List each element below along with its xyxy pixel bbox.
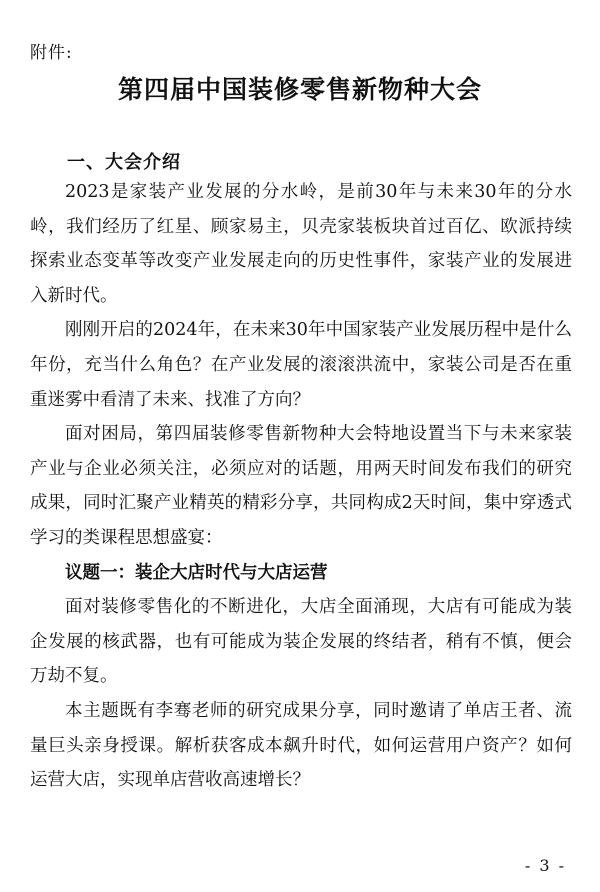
document-title: 第四届中国装修零售新物种大会 xyxy=(117,75,482,104)
paragraph: 面对装修零售化的不断进化，大店全面涌现，大店有可能成为装企发展的核武器，也有可能成为装企发展的终结者，稍有不慎，便会万劫不复。 xyxy=(30,597,572,687)
document-body xyxy=(30,175,572,798)
paragraph: 面对困局，第四届装修零售新物种大会特地设置当下与未来家装产业与企业必须关注，必须应对的话题，用两天时间发布我们的研究成果，同时汇聚产业精英的精彩分享，共同构成2天时间，集中穿透式学习的类课程思想盛宴： xyxy=(30,424,572,548)
paragraph: 本主题既有李骞老师的研究成果分享，同时邀请了单店王者、流量巨头亲身授课。解析获客成本飙升时代，如何运营用户资产？如何运营大店，实现单店营收高速增长？ xyxy=(30,700,572,791)
attachment-label: 附件: xyxy=(30,43,73,63)
page-number: - 3 - xyxy=(524,856,566,875)
topic-heading: 议题一：装企大店时代与大店运营 xyxy=(65,562,328,583)
section-title: 一、大会介绍 xyxy=(67,152,181,173)
paragraph: 2023是家装产业发展的分水岭，是前30年与未来30年的分水岭，我们经历了红星、顾家易主，贝壳家装板块首过百亿、欧派持续探索业态变革等改变产业发展走向的历史性事件，家装产业的发展进入新时代。 xyxy=(30,182,572,306)
paragraph: 刚刚开启的2024年，在未来30年中国家装产业发展历程中是什么年份，充当什么角色？在产业发展的滚滚洪流中，家装公司是否在重重迷雾中看清了未来、找准了方向？ xyxy=(30,320,572,410)
